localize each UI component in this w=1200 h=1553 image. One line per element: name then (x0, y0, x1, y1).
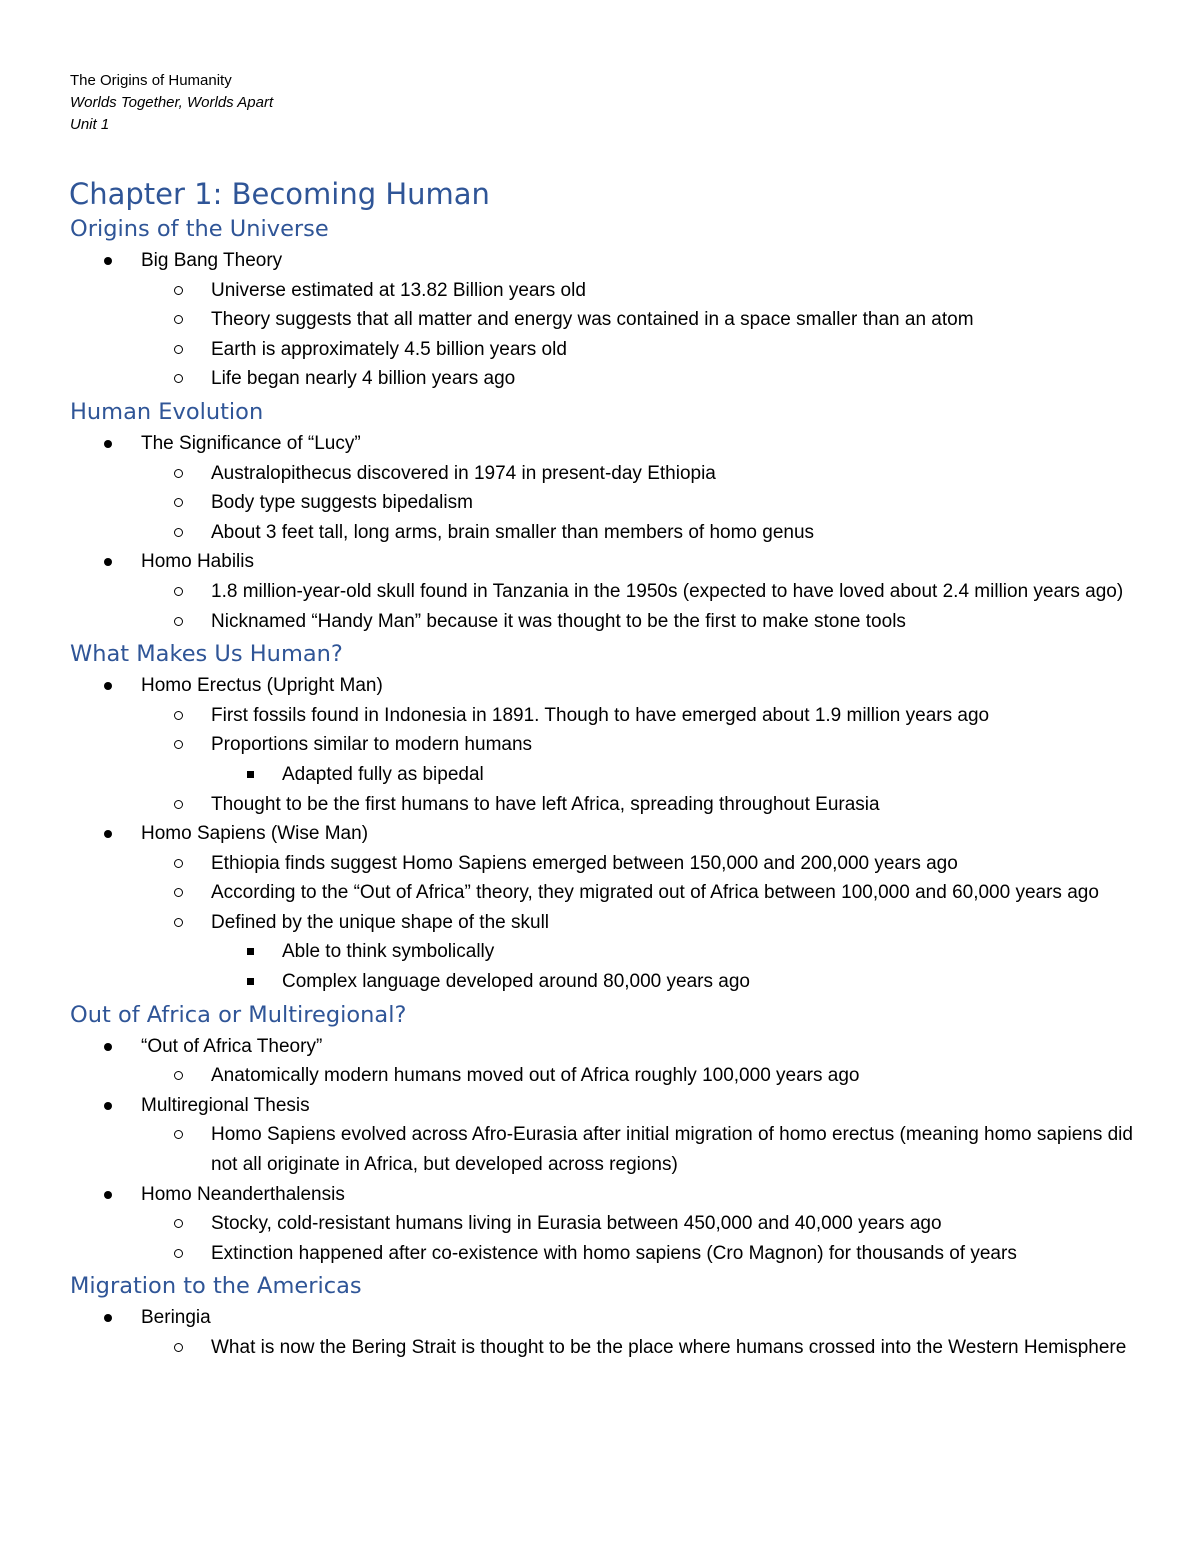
hollow-circle-bullet-icon (174, 859, 183, 868)
list-item-text: The Significance of “Lucy” (141, 432, 361, 454)
list-item-text: “Out of Africa Theory” (141, 1035, 323, 1057)
list-item-text: Able to think symbolically (282, 941, 495, 963)
list-item-text: Homo Sapiens (Wise Man) (141, 823, 369, 845)
hollow-circle-bullet-icon (174, 1071, 183, 1080)
document-header (70, 70, 1150, 136)
hollow-circle-bullet-icon (174, 740, 183, 749)
list-item (70, 276, 1150, 306)
filled-bullet-icon (104, 1043, 112, 1051)
list-item-text: Universe estimated at 13.82 Billion years old (211, 279, 586, 301)
section (70, 1269, 1150, 1362)
list-item-text: Homo Erectus (Upright Man) (141, 675, 383, 697)
list-item (70, 671, 1150, 701)
hollow-circle-bullet-icon (174, 1130, 183, 1139)
hollow-circle-bullet-icon (174, 345, 183, 354)
hollow-circle-bullet-icon (174, 800, 183, 809)
list-item-text: First fossils found in Indonesia in 1891. Though to have emerged about 1.9 million years ago (211, 704, 990, 726)
hollow-circle-bullet-icon (174, 528, 183, 537)
hollow-circle-bullet-icon (174, 918, 183, 927)
list-item (70, 819, 1150, 849)
section-heading: Human Evolution (70, 398, 264, 425)
list-item-text: What is now the Bering Strait is thought to be the place where humans crossed into the Western Hemisphere (211, 1337, 1127, 1358)
list-item (70, 459, 1150, 489)
section-heading: Origins of the Universe (70, 216, 329, 242)
hollow-circle-bullet-icon (174, 711, 183, 720)
section-heading: Migration to the Americas (70, 1273, 362, 1300)
list-item-text: Ethiopia finds suggest Homo Sapiens emerged between 150,000 and 200,000 years ago (211, 852, 958, 874)
list-item (70, 937, 1150, 967)
list-item (70, 1303, 1150, 1333)
section (70, 212, 1150, 394)
list-item (70, 701, 1150, 731)
list-item-text: Extinction happened after co-existence with homo sapiens (Cro Magnon) for thousands of years (211, 1242, 1017, 1264)
hollow-circle-bullet-icon (174, 498, 183, 507)
list-item-text: Homo Sapiens evolved across Afro-Eurasia after initial migration of homo erectus (meaning homo sapiens did not all originate in Africa, but developed across regions) (211, 1124, 1133, 1176)
section-heading: Out of Africa or Multiregional? (70, 1001, 407, 1028)
bullet-list (70, 246, 1150, 394)
hollow-circle-bullet-icon (174, 587, 183, 596)
list-item-text: Complex language developed around 80,000 years ago (282, 971, 750, 993)
list-item-text: Stocky, cold-resistant humans living in Eurasia between 450,000 and 40,000 years ago (211, 1213, 942, 1235)
list-item-text: Beringia (141, 1307, 211, 1329)
filled-bullet-icon (104, 682, 112, 690)
list-item-text: 1.8 million-year-old skull found in Tanzania in the 1950s (expected to have loved about 2.4 million years ago) (211, 580, 1124, 602)
list-item (70, 607, 1150, 637)
list-item-text: Homo Neanderthalensis (141, 1183, 345, 1205)
list-item (70, 305, 1150, 335)
filled-bullet-icon (104, 558, 112, 566)
list-item-text: Defined by the unique shape of the skull (211, 911, 550, 933)
list-item (70, 760, 1150, 790)
list-item-text: Theory suggests that all matter and energy was contained in a space smaller than an atom (211, 309, 974, 331)
list-item-text: Nicknamed “Handy Man” because it was thought to be the first to make stone tools (211, 610, 906, 632)
square-bullet-icon (247, 771, 254, 778)
hollow-circle-bullet-icon (174, 315, 183, 324)
bullet-list (70, 429, 1150, 636)
chapter-title: Chapter 1: Becoming Human (69, 177, 490, 211)
list-item-text: According to the “Out of Africa” theory, they migrated out of Africa between 100,000 and 60,000 years ago (211, 882, 1099, 904)
bullet-list (70, 1303, 1150, 1362)
section (70, 395, 1150, 636)
hollow-circle-bullet-icon (174, 1343, 183, 1352)
list-item-text: Adapted fully as bipedal (282, 763, 484, 785)
hollow-circle-bullet-icon (174, 888, 183, 897)
course-title: The Origins of Humanity (70, 72, 232, 89)
list-item (70, 1061, 1150, 1091)
filled-bullet-icon (104, 1314, 112, 1322)
list-item (70, 908, 1150, 938)
list-item (70, 429, 1150, 459)
filled-bullet-icon (104, 1191, 112, 1199)
list-item (70, 488, 1150, 518)
document-page (70, 70, 1150, 1364)
hollow-circle-bullet-icon (174, 1219, 183, 1228)
list-item-text: Big Bang Theory (141, 250, 283, 271)
bullet-list (70, 671, 1150, 997)
list-item-text: Thought to be the first humans to have left Africa, spreading throughout Eurasia (211, 793, 880, 815)
list-item (70, 849, 1150, 879)
hollow-circle-bullet-icon (174, 374, 183, 383)
square-bullet-icon (247, 948, 254, 955)
list-item (70, 790, 1150, 820)
list-item-text: Multiregional Thesis (141, 1094, 310, 1116)
filled-bullet-icon (104, 1102, 112, 1110)
bullet-list (70, 1032, 1150, 1269)
list-item (70, 335, 1150, 365)
square-bullet-icon (247, 978, 254, 985)
list-item (70, 1091, 1150, 1121)
list-item (70, 878, 1150, 908)
list-item (70, 1180, 1150, 1210)
notes-body (70, 212, 1150, 1363)
list-item-text: Earth is approximately 4.5 billion years old (211, 338, 567, 360)
filled-bullet-icon (104, 830, 112, 838)
list-item-text: Proportions similar to modern humans (211, 734, 533, 756)
list-item (70, 246, 1150, 276)
list-item (70, 1209, 1150, 1239)
list-item-text: Body type suggests bipedalism (211, 492, 473, 514)
hollow-circle-bullet-icon (174, 469, 183, 478)
list-item-text: Australopithecus discovered in 1974 in present-day Ethiopia (211, 462, 716, 484)
list-item-text: Homo Habilis (141, 551, 254, 573)
list-item-text: About 3 feet tall, long arms, brain smaller than members of homo genus (211, 521, 815, 543)
textbook-title: Worlds Together, Worlds Apart (70, 94, 274, 111)
list-item (70, 1239, 1150, 1269)
unit-label: Unit 1 (70, 116, 110, 133)
list-item (70, 1120, 1150, 1179)
list-item (70, 577, 1150, 607)
list-item (70, 518, 1150, 548)
hollow-circle-bullet-icon (174, 286, 183, 295)
section (70, 998, 1150, 1269)
list-item (70, 364, 1150, 394)
filled-bullet-icon (104, 257, 112, 265)
list-item-text: Life began nearly 4 billion years ago (211, 368, 516, 390)
list-item (70, 967, 1150, 997)
list-item (70, 1032, 1150, 1062)
list-item (70, 1333, 1150, 1363)
filled-bullet-icon (104, 440, 112, 448)
list-item-text: Anatomically modern humans moved out of Africa roughly 100,000 years ago (211, 1065, 860, 1087)
list-item (70, 547, 1150, 577)
section (70, 637, 1150, 997)
hollow-circle-bullet-icon (174, 617, 183, 626)
section-heading: What Makes Us Human? (70, 641, 343, 668)
hollow-circle-bullet-icon (174, 1249, 183, 1258)
list-item (70, 730, 1150, 760)
